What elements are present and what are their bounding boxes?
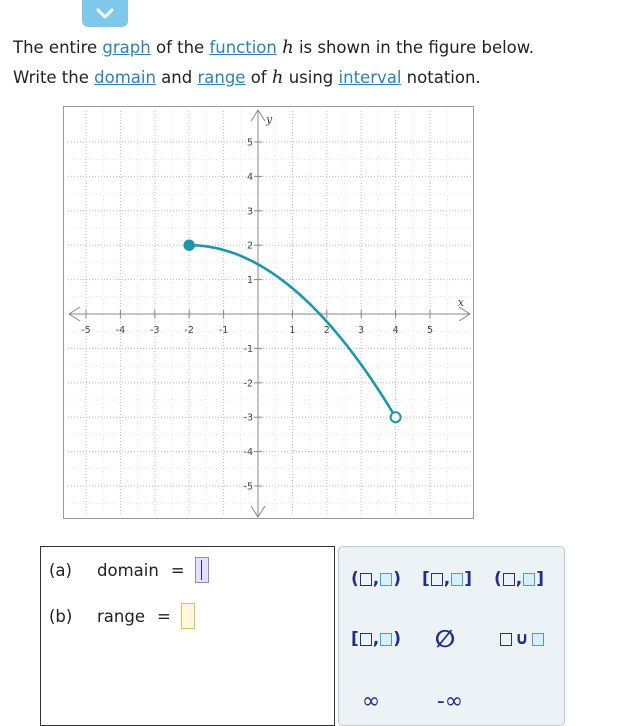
empty-set-icon: ∅ [434,625,456,653]
coordinate-plane [64,107,475,520]
function-graph [63,106,474,519]
bracket-symbol: ] [536,569,545,589]
separator-symbol: , [372,569,380,589]
open-interval-button[interactable] [351,565,401,593]
link-graph[interactable]: graph [102,38,151,57]
closed-open-interval-button[interactable] [351,625,401,653]
negative-infinity-button[interactable] [427,687,473,715]
y-tick-label: -5 [243,481,253,493]
collapse-toggle-button[interactable] [82,0,128,27]
x-tick-label: 5 [426,325,434,336]
question-text-segment: is shown in the figure below. [293,38,535,57]
empty-set-button[interactable] [431,625,459,653]
x-tick-label: 1 [289,325,296,336]
link-domain[interactable]: domain [94,68,156,87]
placeholder-box [503,573,515,586]
chevron-down-icon [96,8,114,20]
tick-labels [81,113,465,493]
x-axis-label: x [457,296,464,309]
placeholder-box [532,633,544,646]
math-palette [338,546,565,726]
x-tick-label: -5 [81,325,91,336]
question-line-2 [13,63,633,93]
open-closed-interval-button[interactable] [494,565,544,593]
x-tick-label: -3 [150,325,160,336]
bracket-symbol: ( [351,569,359,589]
question-text-segment: The entire [13,38,103,57]
union-symbol: ∪ [515,629,529,649]
placeholder-box [380,633,392,646]
range-label: range [97,606,145,626]
bracket-symbol: [ [351,629,359,649]
range-input[interactable] [181,603,195,629]
y-tick-label: 5 [246,137,253,149]
bracket-symbol: ) [393,569,402,589]
link-function[interactable]: function [209,38,277,57]
link-interval[interactable]: interval [338,68,402,87]
domain-row [49,557,209,583]
separator-symbol: , [515,569,523,589]
part-a-label: (a) [49,560,72,580]
union-button[interactable] [499,625,545,653]
y-tick-label: -2 [243,378,253,390]
question-text-segment: using [283,68,339,87]
range-row [49,603,195,629]
placeholder-box [380,573,392,586]
x-tick-label: 4 [392,325,399,336]
y-tick-label: 2 [246,240,253,252]
x-tick-label: -1 [218,325,229,336]
x-tick-label: -4 [115,325,126,336]
y-tick-label: 1 [246,275,253,287]
placeholder-box [431,573,443,586]
y-axis-label: y [266,113,273,126]
placeholder-box [500,633,512,646]
placeholder-box [451,573,463,586]
y-tick-label: -3 [243,412,253,424]
bracket-symbol: [ [422,569,430,589]
open-endpoint [391,412,401,422]
question-text-segment: of [245,68,272,87]
bracket-symbol: ( [494,569,502,589]
y-tick-label: -4 [243,447,253,459]
equals-sign: = [156,606,171,626]
closed-interval-button[interactable] [422,565,472,593]
infinity-button[interactable] [353,687,389,715]
placeholder-box [360,573,372,586]
x-tick-label: 2 [323,325,330,336]
closed-endpoint [184,240,194,250]
question-text-segment: of the [150,38,210,57]
domain-input[interactable] [195,557,209,583]
equals-sign: = [170,560,185,580]
axes [69,110,470,517]
y-tick-label: 3 [246,206,253,218]
question-text [13,33,633,93]
question-line-1 [13,33,633,63]
y-tick-label: -1 [243,343,253,355]
bracket-symbol: ) [393,629,402,649]
question-text-segment: and [155,68,198,87]
bracket-symbol: ] [464,569,473,589]
domain-label: domain [97,560,159,580]
y-tick-label: 4 [246,171,253,183]
separator-symbol: , [372,629,380,649]
part-b-label: (b) [49,606,73,626]
x-tick-label: -2 [184,325,194,336]
variable-h: h [282,37,294,58]
negative-infinity-icon: -∞ [436,688,464,714]
infinity-icon: ∞ [361,688,381,714]
question-text-segment: notation. [401,68,481,87]
x-tick-label: 3 [358,325,365,336]
placeholder-box [360,633,372,646]
question-text-segment: Write the [13,68,95,87]
variable-h: h [271,67,284,88]
separator-symbol: , [443,569,451,589]
placeholder-box [523,573,535,586]
answer-panel [40,546,335,726]
link-range[interactable]: range [197,68,246,87]
